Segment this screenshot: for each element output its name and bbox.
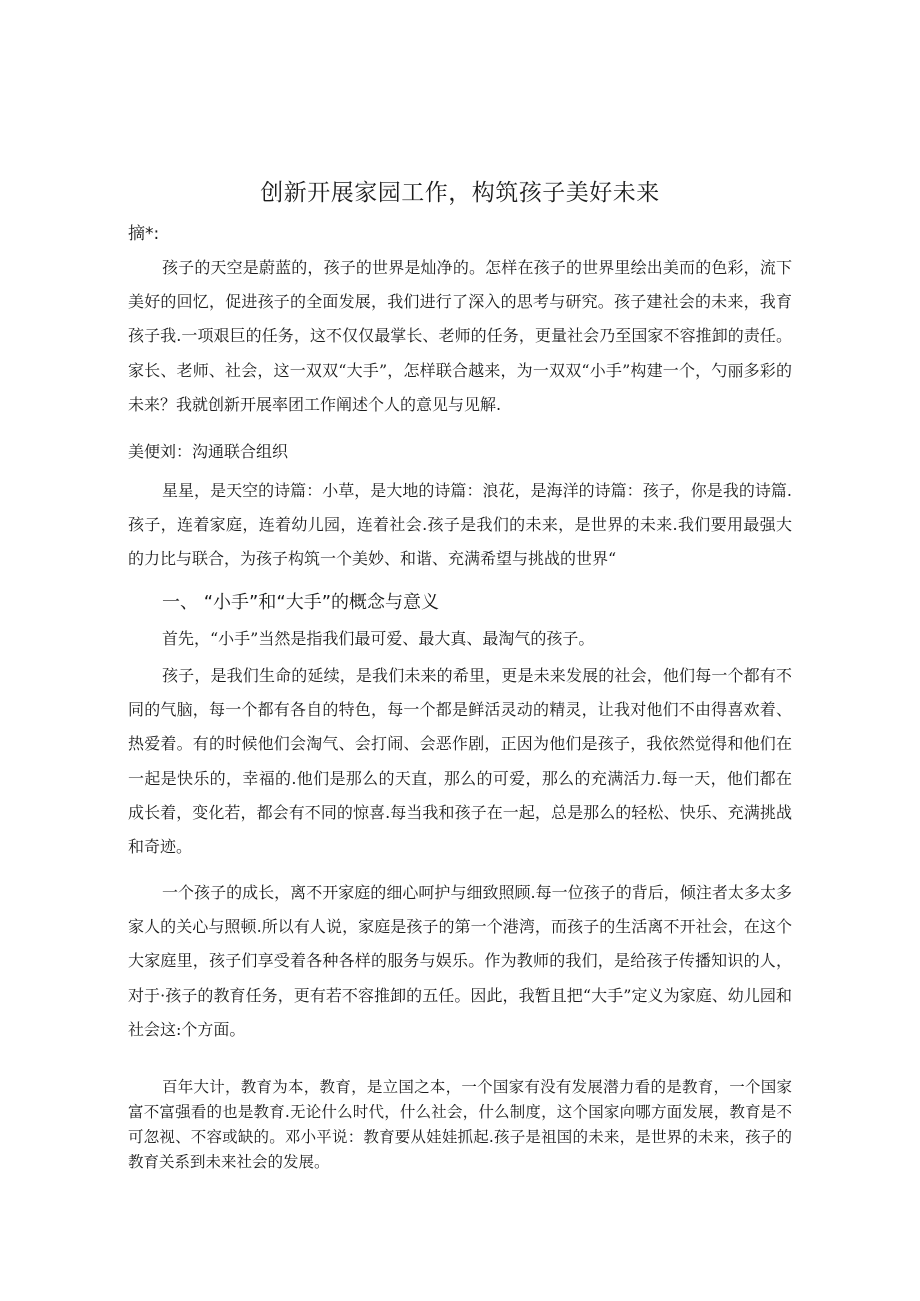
keywords-line: 美便刘：沟通联合组织: [128, 442, 289, 461]
body-paragraph-2: 孩子，是我们生命的延续，是我们未来的希里，更是未来发展的社会，他们每一个都有不同的气脑，每一个都有各自的特色，每一个都是鲜活灵动的精灵，让我对他们不由得喜欢着、热爱着。有的时候他们会淘气、会打闹、会恶作剧，正因为他们是孩子，我依然觉得和他们在一起是快乐的，幸福的.他们是那么的天直，那么的可爱，那么的充满活力.每一天，他们都在成长着，变化若，都会有不同的惊喜.每当我和孩子在一起，总是那么的轻松、快乐、充满挑战和奇迹。: [128, 666, 792, 857]
body-paragraph-3: 一个孩子的成长，离不开家庭的细心呵护与细致照顾.每一位孩子的背后，倾注者太多太多家人的关心与照顿.所以有人说，家庭是孩子的第一个港湾，而孩子的生活离不开社会，在这个大家庭里，孩子们享受着各种各样的服务与娱乐。作为教师的我们，是给孩子传播知识的人，对于·孩子的教育任务，更有若不容推卸的五任。因此，我暂且把“大手”定义为家庭、幼儿园和社会这:个方面。: [128, 883, 792, 1039]
intro-paragraph: 星星，是天空的诗篇：小草，是大地的诗篇：浪花，是海洋的诗篇：孩子，你是我的诗篇.孩子，连着家庭，连着幼儿园，连着社会.孩子是我们的未来，是世界的未来.我们要用最强大的力比与联合，为孩子构筑一个美妙、和谐、充满希望与挑战的世界“: [128, 481, 792, 569]
body-paragraph-4: 百年大计，教育为本，教育，是立国之本，一个国家有没有发展潜力看的是教育，一个国家富不富强看的也是教育.无论什么时代，什么社会，什么制度，这个国家向哪方面发展，教育是不可忽视、不容或缺的。邓小平说：教育要从娃娃抓起.孩子是祖国的未来，是世界的未来，孩子的教育关系到未来社会的发展。: [128, 1078, 792, 1171]
body-paragraph-1: 首先，“小手”当然是指我们最可爱、最大真、最淘气的孩子。: [162, 629, 595, 648]
abstract-paragraph: 孩子的天空是蔚蓝的，孩子的世界是灿净的。怎样在孩子的世界里绘出美而的色彩，流下美好的回忆，促进孩子的全面发展，我们进行了深入的思考与研究。孩子建社会的未来，我育孩子我.一项艰巨的任务，这不仅仅最掌长、老师的任务，更量社会乃至国家不容推卸的责任。家长、老师、社会，这一双双“大手”，怎样联合越来，为一双双“小手”构建一个，勺丽多彩的未来？我就创新开展率团工作阐述个人的意见与见解.: [128, 258, 792, 414]
section-heading-1: 一、 “小手”和“大手”的概念与意义: [162, 592, 440, 613]
abstract-label: 摘*:: [128, 224, 160, 244]
document-title: 创新开展家园工作，构筑孩子美好未来: [260, 180, 660, 206]
